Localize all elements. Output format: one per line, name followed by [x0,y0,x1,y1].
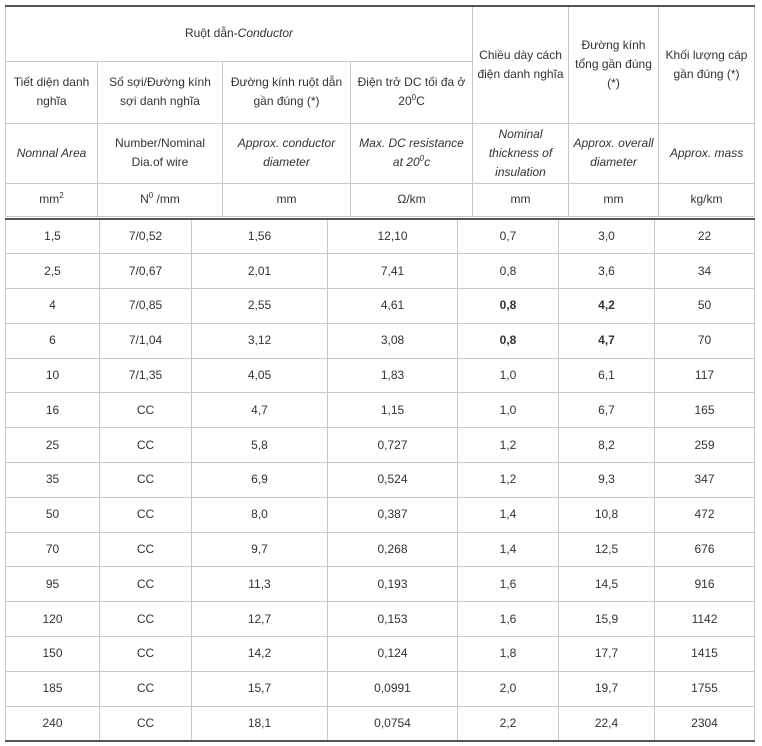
resistance-unit: Ω/km [351,183,473,216]
table-row [6,671,755,706]
overall-diameter-header-vi: Đường kính tổng gần đúng (*) [569,6,659,123]
diameter-cell: 3,12 [192,323,328,358]
area-cell: 70 [6,532,100,567]
conductor-group-title: Ruột dẫn-Conductor [184,26,294,41]
area-cell: 10 [6,358,100,393]
mass-unit: kg/km [659,183,755,216]
wires-cell: 7/0,67 [100,254,192,289]
diameter-cell: 6,9 [192,463,328,498]
wires-cell: CC [100,393,192,428]
area-cell: 25 [6,428,100,463]
diameter-cell: 2,01 [192,254,328,289]
table-row [6,358,755,393]
area-cell: 240 [6,706,100,741]
resistance-cell: 12,10 [328,219,458,254]
conductor-group-header [6,6,473,61]
insulation-cell: 1,6 [458,602,559,637]
wires-cell: 7/0,52 [100,219,192,254]
wires-cell: CC [100,428,192,463]
diameter-cell: 5,8 [192,428,328,463]
mass-header-vi: Khối lượng cáp gần đúng (*) [659,6,755,123]
area-unit: $mm^2$ [6,183,98,216]
resistance-cell: 0,268 [328,532,458,567]
area-cell: 4 [6,289,100,324]
wires-cell: 7/1,35 [100,358,192,393]
diameter-cell: 11,3 [192,567,328,602]
diameter-cell: 1,56 [192,219,328,254]
overall-diameter-cell: 3,6 [559,254,655,289]
resistance-cell: 0,524 [328,463,458,498]
area-cell: 120 [6,602,100,637]
mass-cell: 259 [655,428,755,463]
table-row [6,497,755,532]
insulation-cell: 1,0 [458,393,559,428]
wires-cell: CC [100,532,192,567]
mass-cell: 117 [655,358,755,393]
mass-cell: 34 [655,254,755,289]
wires-cell: 7/1,04 [100,323,192,358]
insulation-cell: 2,0 [458,671,559,706]
insulation-cell: 0,7 [458,219,559,254]
insulation-cell: 1,8 [458,637,559,672]
overall-diameter-cell: 19,7 [559,671,655,706]
overall-diameter-cell: 17,7 [559,637,655,672]
area-cell: 150 [6,637,100,672]
resistance-header-en: Max. DC resistance at $20^0c$ [351,123,473,183]
diameter-cell: 14,2 [192,637,328,672]
resistance-cell: 0,727 [328,428,458,463]
wires-cell: CC [100,463,192,498]
overall-diameter-cell: 3,0 [559,219,655,254]
overall-diameter-cell: 10,8 [559,497,655,532]
table-row [6,393,755,428]
resistance-cell: 1,83 [328,358,458,393]
area-cell: 1,5 [6,219,100,254]
resistance-cell: 0,193 [328,567,458,602]
mass-cell: 347 [655,463,755,498]
mass-header-en: Approx. mass [659,123,755,183]
overall-diameter-cell: 4,7 [559,323,655,358]
insulation-cell: 1,2 [458,463,559,498]
diameter-cell: 15,7 [192,671,328,706]
mass-cell: 50 [655,289,755,324]
insulation-cell: 1,2 [458,428,559,463]
wires-cell: CC [100,671,192,706]
overall-diameter-unit: mm [569,183,659,216]
table-row [6,706,755,741]
table-row [6,219,755,254]
insulation-header-en: Nominal thickness of insulation [473,123,569,183]
resistance-cell: 0,387 [328,497,458,532]
table-row [6,602,755,637]
mass-cell: 916 [655,567,755,602]
diameter-cell: 2,55 [192,289,328,324]
mass-cell: 2304 [655,706,755,741]
area-cell: 50 [6,497,100,532]
resistance-cell: 3,08 [328,323,458,358]
diameter-cell: 9,7 [192,532,328,567]
diameter-cell: 4,7 [192,393,328,428]
overall-diameter-cell: 9,3 [559,463,655,498]
insulation-cell: 0,8 [458,254,559,289]
resistance-cell: 0,124 [328,637,458,672]
table-row [6,637,755,672]
wires-cell: CC [100,602,192,637]
overall-diameter-cell: 6,7 [559,393,655,428]
diameter-cell: 8,0 [192,497,328,532]
area-cell: 95 [6,567,100,602]
wires-unit: $N^0$ /mm [98,183,223,216]
wires-cell: CC [100,706,192,741]
table-row [6,323,755,358]
mass-cell: 70 [655,323,755,358]
insulation-cell: 0,8 [458,323,559,358]
insulation-cell: 1,0 [458,358,559,393]
table-row [6,428,755,463]
wires-header-en: Number/Nominal Dia.of wire [98,123,223,183]
area-cell: 16 [6,393,100,428]
insulation-header-vi: Chiều dày cách điện danh nghĩa [473,6,569,123]
insulation-cell: 1,4 [458,532,559,567]
mass-cell: 472 [655,497,755,532]
diameter-cell: 4,05 [192,358,328,393]
table-row [6,254,755,289]
wires-cell: CC [100,567,192,602]
overall-diameter-cell: 22,4 [559,706,655,741]
diameter-cell: 12,7 [192,602,328,637]
mass-cell: 22 [655,219,755,254]
wires-cell: CC [100,497,192,532]
mass-cell: 1142 [655,602,755,637]
wires-cell: 7/0,85 [100,289,192,324]
area-cell: 35 [6,463,100,498]
table-row [6,567,755,602]
overall-diameter-cell: 4,2 [559,289,655,324]
conductor-diameter-header-en: Approx. conductor diameter [223,123,351,183]
table-row [6,289,755,324]
area-header-vi: Tiết diện danh nghĩa [6,61,98,123]
overall-diameter-cell: 15,9 [559,602,655,637]
insulation-unit: mm [473,183,569,216]
resistance-cell: 7,41 [328,254,458,289]
resistance-cell: 0,153 [328,602,458,637]
overall-diameter-cell: 8,2 [559,428,655,463]
wires-cell: CC [100,637,192,672]
table-row [6,463,755,498]
spec-table-body [5,218,755,742]
table-row [6,532,755,567]
conductor-diameter-unit: mm [223,183,351,216]
resistance-header-vi: Điện trở DC tối đa ở $20^0C$ [351,61,473,123]
wires-header-vi: Số sợi/Đường kính sợi danh nghĩa [98,61,223,123]
resistance-cell: 1,15 [328,393,458,428]
area-cell: 6 [6,323,100,358]
resistance-cell: 0,0991 [328,671,458,706]
resistance-cell: 4,61 [328,289,458,324]
overall-diameter-cell: 6,1 [559,358,655,393]
overall-diameter-header-en: Approx. overall diameter [569,123,659,183]
insulation-cell: 1,4 [458,497,559,532]
area-cell: 2,5 [6,254,100,289]
spec-table-header [5,5,755,217]
mass-cell: 1415 [655,637,755,672]
diameter-cell: 18,1 [192,706,328,741]
insulation-cell: 0,8 [458,289,559,324]
area-header-en: Nomnal Area [6,123,98,183]
conductor-diameter-header-vi: Đường kính ruột dẫn gần đúng (*) [223,61,351,123]
insulation-cell: 1,6 [458,567,559,602]
area-cell: 185 [6,671,100,706]
overall-diameter-cell: 12,5 [559,532,655,567]
mass-cell: 676 [655,532,755,567]
overall-diameter-cell: 14,5 [559,567,655,602]
insulation-cell: 2,2 [458,706,559,741]
mass-cell: 165 [655,393,755,428]
resistance-cell: 0,0754 [328,706,458,741]
mass-cell: 1755 [655,671,755,706]
